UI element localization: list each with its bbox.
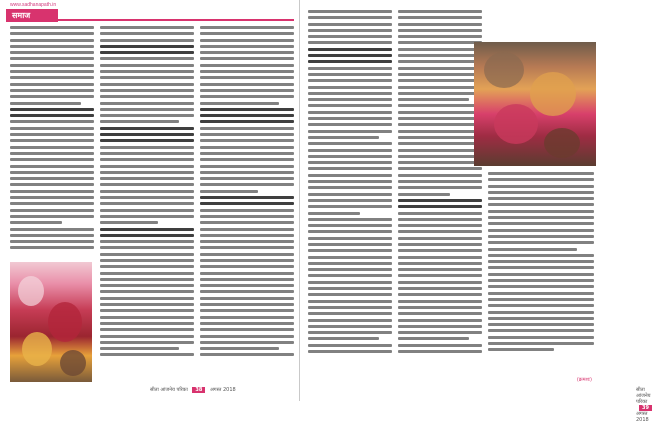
continued-marker: (क्रमशः) — [576, 377, 592, 383]
text-column-6 — [488, 172, 594, 382]
text-column-4 — [308, 10, 392, 382]
left-page — [0, 0, 300, 401]
festival-crowd-photo — [10, 262, 92, 382]
text-column-3 — [200, 26, 294, 382]
section-title: समाज — [6, 9, 58, 22]
text-column-5 — [398, 10, 482, 382]
section-divider — [58, 19, 294, 21]
footer-right — [636, 387, 655, 423]
footer-issue: अगस्त 2018 — [209, 387, 236, 393]
footer-magazine-name: सीता आंजनेय परिका — [150, 387, 188, 393]
site-url[interactable]: www.sadhanapath.in — [10, 2, 57, 8]
footer-left — [150, 387, 236, 397]
footer-magazine-name: सीता आंजनेय परिका — [636, 387, 651, 405]
footer-issue: अगस्त 2018 — [636, 411, 649, 423]
page-number: 39 — [639, 405, 652, 411]
text-column-1 — [10, 26, 94, 258]
page-number: 38 — [192, 387, 205, 393]
wedding-ceremony-photo — [474, 42, 596, 166]
text-column-2 — [100, 26, 194, 382]
right-page — [300, 0, 651, 423]
